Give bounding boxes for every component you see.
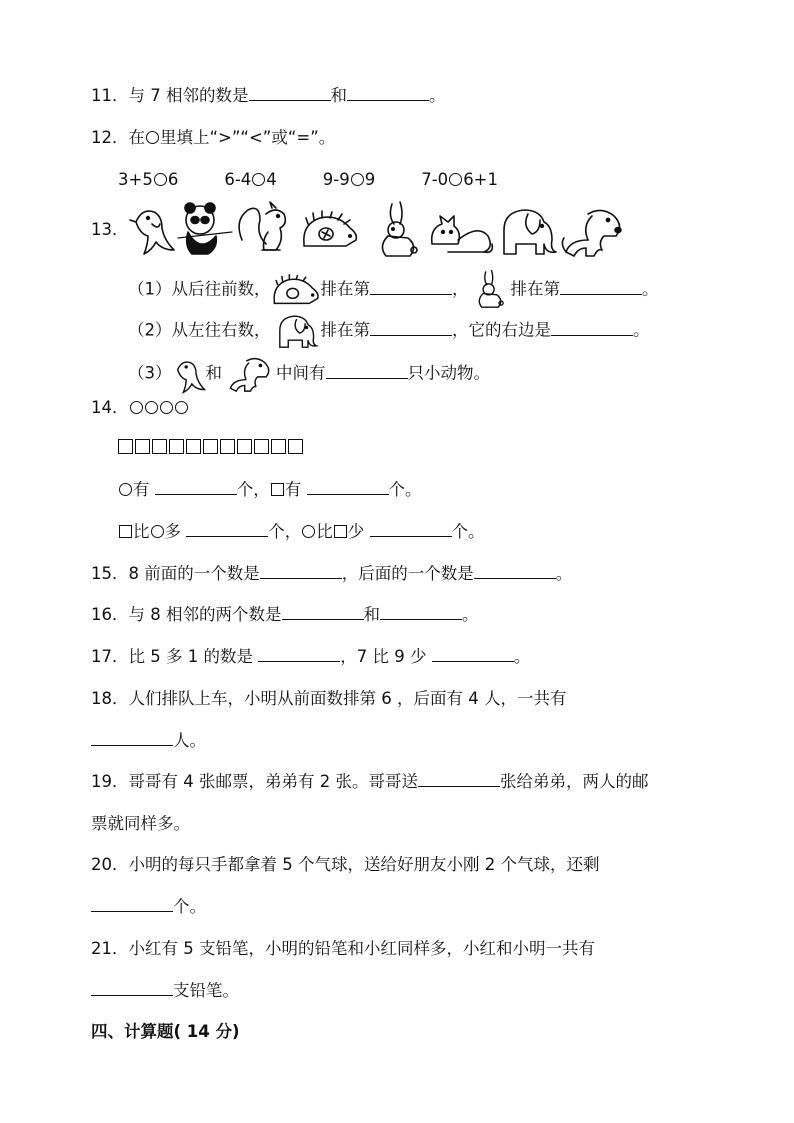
answer-blank[interactable] [260,562,342,579]
question-21: 21．小红有 5 支铅笔，小明的铅笔和小红同样多，小红和小明一共有 [91,939,595,958]
question-19: 19．哥哥有 4 张邮票，弟弟有 2 张。哥哥送 张给弟弟，两人的邮 [91,772,649,791]
question-15: 15．8 前面的一个数是 ，后面的一个数是 。 [91,564,573,583]
compare-item: 9-9 9 [322,170,376,189]
square-icon [271,483,284,496]
answer-blank[interactable] [370,278,452,295]
question-20-cont: 个。 [91,895,206,919]
cat-icon [432,216,493,252]
square-icon [152,439,167,454]
compare-item: 3+5 6 [118,170,179,189]
animal-row [128,200,623,260]
answer-blank[interactable] [474,562,556,579]
answer-blank[interactable] [91,729,173,746]
question-20: 20．小明的每只手都拿着 5 个气球，送给好朋友小刚 2 个气球，还剩 [91,855,600,874]
question-14-line-1: 有 个， 有 个。 [118,478,422,502]
section-4-heading: 四、计算题( 14 分) [91,1022,240,1041]
question-13-number: 13． [91,220,129,239]
elephant-icon [271,312,321,350]
compare-circle[interactable] [252,173,265,186]
answer-blank[interactable] [418,770,500,787]
circle-icon [130,401,143,414]
dolphin-icon [172,354,206,394]
square-row [118,436,305,460]
circle-icon [146,131,159,144]
square-icon [288,439,303,454]
question-18: 18．人们排队上车，小明从前面数排第 6 ，后面有 4 人，一共有 [91,689,567,708]
question-17: 17．比 5 多 1 的数是 ，7 比 9 少 。 [91,647,531,666]
compare-circle[interactable] [351,173,364,186]
square-icon [237,439,252,454]
answer-blank[interactable] [258,645,340,662]
question-12: 12．在 里填上“>”“<”或“=”。 [91,128,336,147]
square-icon [271,439,286,454]
question-14-line-2: 比 多 个， 比 少 个。 [118,520,485,544]
answer-blank[interactable] [249,84,331,101]
square-icon [135,439,150,454]
compare-circle[interactable] [154,173,167,186]
question-13-part-1: （1）从后往前数， 排在第 ， 排在第 。 [128,270,659,310]
answer-blank[interactable] [370,319,452,336]
square-icon [334,525,347,538]
square-icon [118,439,133,454]
question-16: 16．与 8 相邻的两个数是 和 。 [91,605,479,624]
circle-icon [119,483,132,496]
dolphin-icon [130,211,174,254]
answer-blank[interactable] [155,478,237,495]
answer-blank[interactable] [370,520,452,537]
question-12-items [118,168,544,192]
square-icon [254,439,269,454]
answer-blank[interactable] [347,84,429,101]
square-icon [119,525,132,538]
compare-circle[interactable] [449,173,462,186]
rabbit-icon [382,202,417,256]
circle-icon [302,525,315,538]
dog-icon [222,354,276,394]
answer-blank[interactable] [307,478,389,495]
answer-blank[interactable] [560,278,642,295]
squirrel-icon [239,202,285,250]
answer-blank[interactable] [186,520,268,537]
square-icon [220,439,235,454]
compare-item: 6-4 4 [224,170,277,189]
answer-blank[interactable] [432,645,514,662]
answer-blank[interactable] [91,895,173,912]
hedgehog-icon [304,211,357,246]
question-14: 14． [91,396,189,420]
question-19-cont: 票就同样多。 [91,814,190,833]
rabbit-icon [469,270,511,310]
question-11: 11．与 7 相邻的数是 和 。 [91,86,446,105]
compare-item: 7-0 6+1 [421,170,499,189]
elephant-icon [504,210,556,254]
question-13-part-2: （2）从左往右数， 排在第 ，它的右边是 。 [128,312,650,350]
square-icon [186,439,201,454]
circle-icon [160,401,173,414]
question-13-part-3: （3） 和 中间有 只小动物。 [128,354,490,394]
question-18-cont: 人。 [91,729,206,753]
answer-blank[interactable] [326,362,408,379]
circle-icon [175,401,188,414]
square-icon [169,439,184,454]
answer-blank[interactable] [282,603,364,620]
answer-blank[interactable] [380,603,462,620]
answer-blank[interactable] [551,319,633,336]
dog-icon [562,210,621,256]
question-21-cont: 支铅笔。 [91,979,239,1003]
panda-icon [178,203,232,254]
circle-icon [145,401,158,414]
circle-icon [151,525,164,538]
hedgehog-icon [271,273,321,307]
square-icon [203,439,218,454]
answer-blank[interactable] [91,979,173,996]
